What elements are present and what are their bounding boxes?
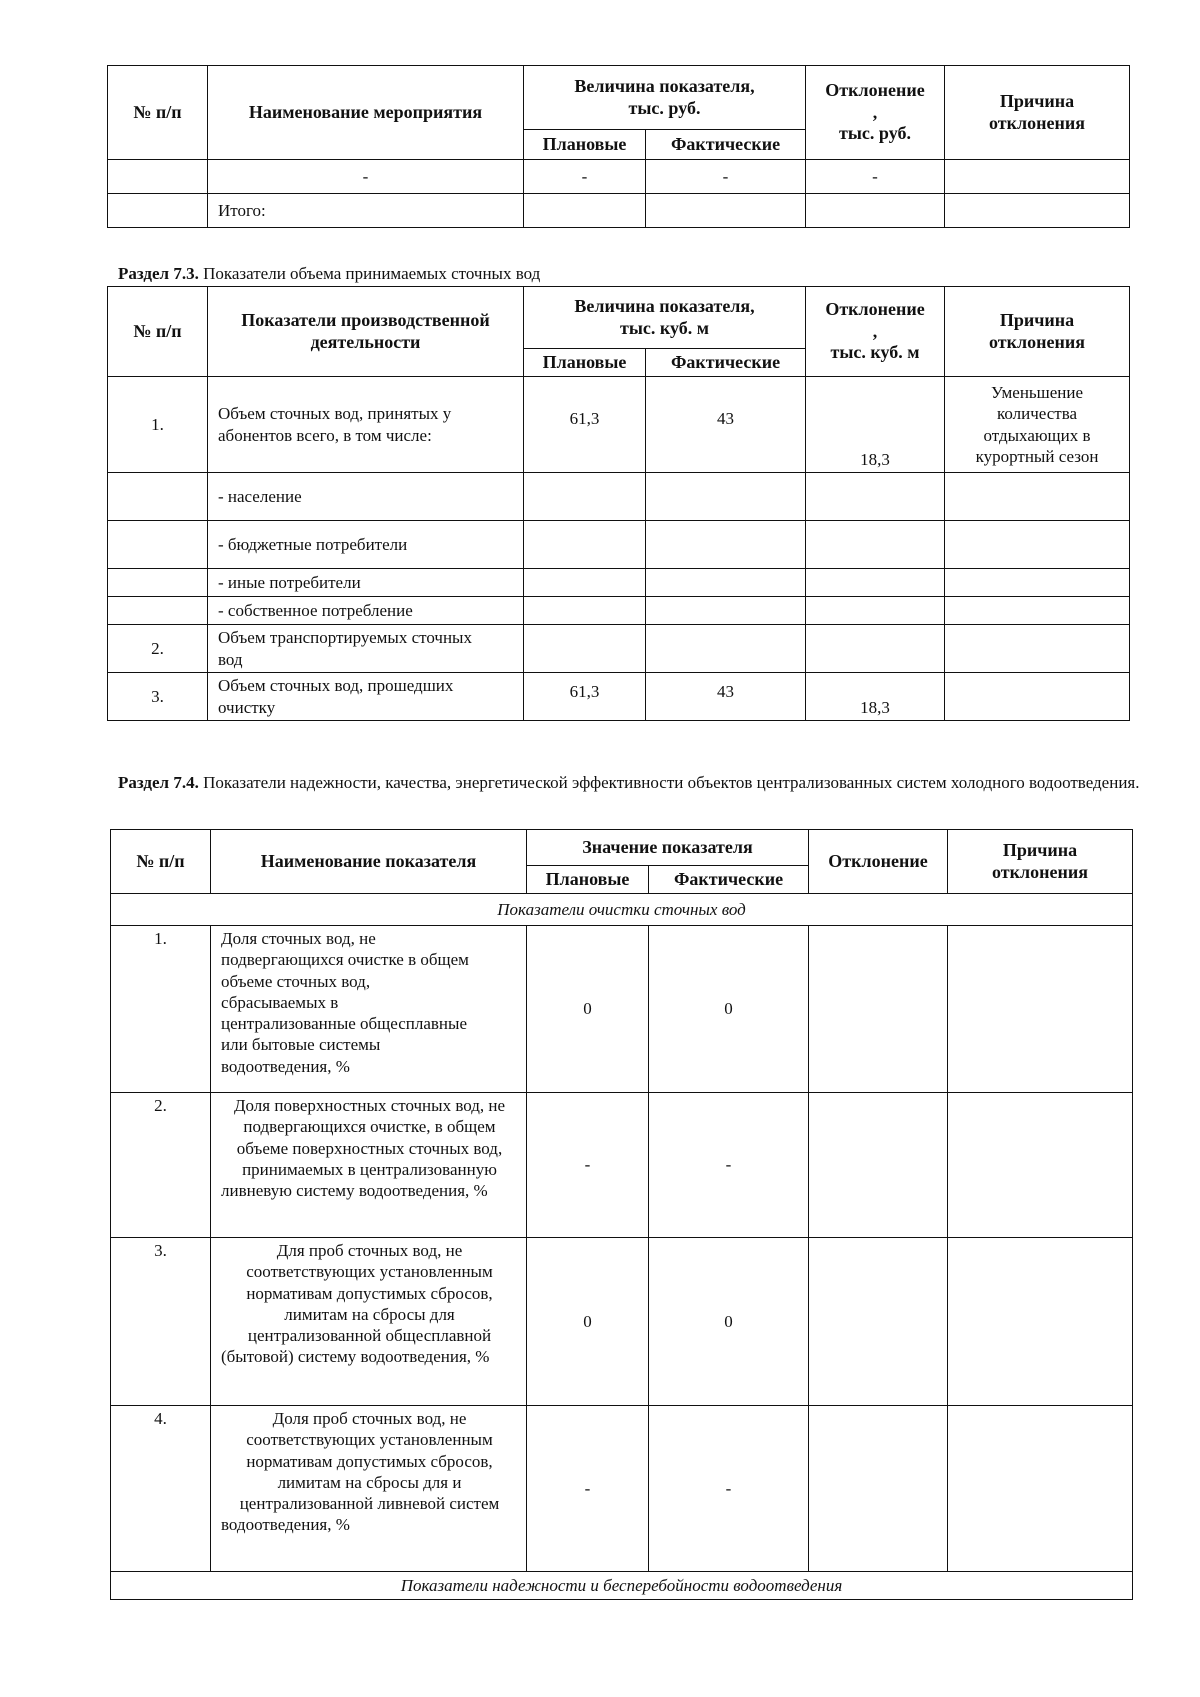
header-num: № п/п — [108, 287, 208, 377]
wastewater-volume-table — [107, 286, 1130, 721]
cell-actual: 0 — [649, 926, 809, 1093]
cell-deviation: - — [806, 160, 945, 194]
cell-name: Для проб сточных вод, не соответствующих установленным нормативам допустимых сбросов, лимитам на сбросы для централизованной общесплавной (бытовой) систему водоотведения, % — [211, 1238, 527, 1406]
header-value: Значение показателя — [527, 830, 809, 866]
cell-name: Объем транспортируемых сточных вод — [208, 625, 524, 673]
header-deviation-line1: Отклонение — [825, 80, 925, 101]
cell-num: 2. — [111, 1093, 211, 1238]
cell-name: - иные потребители — [208, 569, 524, 597]
cell-planned — [524, 597, 646, 625]
cell-num — [108, 160, 208, 194]
section-7-3-prefix: Раздел 7.3. — [118, 264, 199, 283]
cell-name: Объем сточных вод, принятых у абонентов всего, в том числе: — [208, 377, 524, 473]
header-deviation — [806, 66, 945, 160]
cell-reason — [948, 926, 1133, 1093]
header-value: Величина показателя, тыс. куб. м — [524, 287, 806, 349]
cell-deviation — [806, 597, 945, 625]
cell-actual — [646, 625, 806, 673]
cell-planned: - — [527, 1406, 649, 1572]
cell-reason — [945, 625, 1130, 673]
header-planned: Плановые — [524, 130, 646, 160]
cell-reason — [945, 673, 1130, 721]
cell-deviation — [806, 569, 945, 597]
cell-deviation — [809, 1093, 948, 1238]
cell-deviation: 18,3 — [806, 673, 945, 721]
header-num: № п/п — [111, 830, 211, 894]
header-deviation: Отклонение — [809, 830, 948, 894]
cell-actual: 43 — [646, 377, 806, 473]
table-row — [108, 377, 1130, 473]
cell-reason — [945, 597, 1130, 625]
cell-actual — [646, 194, 806, 228]
header-num: № п/п — [108, 66, 208, 160]
cell-deviation — [806, 194, 945, 228]
cell-reason — [945, 160, 1130, 194]
cell-planned: 0 — [527, 926, 649, 1093]
header-name: Наименование мероприятия — [208, 66, 524, 160]
group-row — [111, 1572, 1133, 1600]
cell-deviation: 18,3 — [806, 377, 945, 473]
header-deviation — [806, 287, 945, 377]
section-7-4-title: Показатели надежности, качества, энергетической эффективности объектов централизованных систем холодного водоотведения. — [198, 773, 1140, 792]
cell-num — [108, 569, 208, 597]
cell-num: 3. — [108, 673, 208, 721]
table-row — [108, 160, 1130, 194]
cell-name: Доля сточных вод, не подвергающихся очистке в общем объеме сточных вод, сбрасываемых в централизованные общесплавные или бытовые системы водоотведения, % — [211, 926, 527, 1093]
cell-actual: 43 — [646, 673, 806, 721]
cell-num — [108, 194, 208, 228]
cell-num: 3. — [111, 1238, 211, 1406]
cell-reason — [948, 1093, 1133, 1238]
cell-reason — [945, 521, 1130, 569]
header-planned: Плановые — [524, 349, 646, 377]
cell-planned — [524, 521, 646, 569]
cell-name: - бюджетные потребители — [208, 521, 524, 569]
cell-name: - собственное потребление — [208, 597, 524, 625]
cell-actual: - — [649, 1093, 809, 1238]
cell-num: 1. — [108, 377, 208, 473]
table-row — [111, 1406, 1133, 1572]
header-deviation-line2: , — [872, 320, 878, 341]
cell-planned — [524, 569, 646, 597]
table-row — [108, 625, 1130, 673]
cell-num — [108, 597, 208, 625]
measures-table — [107, 65, 1130, 228]
section-7-4-caption — [118, 772, 1148, 794]
cell-actual — [646, 521, 806, 569]
table-row — [111, 1238, 1133, 1406]
header-planned: Плановые — [527, 866, 649, 894]
cell-name: Объем сточных вод, прошедших очистку — [208, 673, 524, 721]
cell-num: 1. — [111, 926, 211, 1093]
cell-num — [108, 521, 208, 569]
cell-actual — [646, 569, 806, 597]
group-header-treatment: Показатели очистки сточных вод — [111, 894, 1133, 926]
cell-name: Доля проб сточных вод, не соответствующих установленным нормативам допустимых сбросов, лимитам на сбросы для и централизованной ливневой систем водоотведения, % — [211, 1406, 527, 1572]
header-actual: Фактические — [646, 130, 806, 160]
cell-planned: - — [524, 160, 646, 194]
section-7-3-title: Показатели объема принимаемых сточных вод — [198, 264, 541, 283]
header-name: Наименование показателя — [211, 830, 527, 894]
cell-name: - — [208, 160, 524, 194]
cell-num: 2. — [108, 625, 208, 673]
cell-reason — [945, 473, 1130, 521]
cell-actual: 0 — [649, 1238, 809, 1406]
cell-actual: - — [646, 160, 806, 194]
table-row — [108, 194, 1130, 228]
table-row — [108, 521, 1130, 569]
table-row — [108, 569, 1130, 597]
reliability-quality-table — [110, 829, 1133, 1600]
header-name: Показатели производственной деятельности — [208, 287, 524, 377]
header-actual: Фактические — [646, 349, 806, 377]
header-reason: Причина отклонения — [945, 66, 1130, 160]
cell-reason — [948, 1238, 1133, 1406]
section-7-3-caption — [118, 263, 1148, 285]
cell-planned — [524, 473, 646, 521]
cell-name: Доля поверхностных сточных вод, не подвергающихся очистке, в общем объеме поверхностных сточных вод, принимаемых в централизованную ливневую систему водоотведения, % — [211, 1093, 527, 1238]
header-deviation-line1: Отклонение — [825, 299, 925, 320]
cell-planned: 61,3 — [524, 673, 646, 721]
header-value: Величина показателя, тыс. руб. — [524, 66, 806, 130]
cell-name: - население — [208, 473, 524, 521]
table-row — [108, 473, 1130, 521]
cell-actual — [646, 473, 806, 521]
header-reason: Причина отклонения — [945, 287, 1130, 377]
group-row — [111, 894, 1133, 926]
table-row — [108, 597, 1130, 625]
cell-planned: - — [527, 1093, 649, 1238]
cell-deviation — [806, 625, 945, 673]
header-actual: Фактические — [649, 866, 809, 894]
cell-planned — [524, 194, 646, 228]
cell-planned: 61,3 — [524, 377, 646, 473]
header-deviation-line3: тыс. куб. м — [830, 342, 920, 363]
table-row — [111, 1093, 1133, 1238]
table-row — [111, 926, 1133, 1093]
cell-planned: 0 — [527, 1238, 649, 1406]
cell-num: 4. — [111, 1406, 211, 1572]
header-deviation-line3: тыс. руб. — [839, 123, 911, 144]
cell-actual: - — [649, 1406, 809, 1572]
cell-name: Итого: — [208, 194, 524, 228]
cell-deviation — [809, 926, 948, 1093]
cell-deviation — [806, 521, 945, 569]
cell-deviation — [809, 1406, 948, 1572]
cell-reason — [945, 194, 1130, 228]
cell-reason: Уменьшение количества отдыхающих в курортный сезон — [945, 377, 1130, 473]
cell-reason — [945, 569, 1130, 597]
group-header-reliability: Показатели надежности и бесперебойности водоотведения — [111, 1572, 1133, 1600]
cell-deviation — [806, 473, 945, 521]
cell-planned — [524, 625, 646, 673]
cell-reason — [948, 1406, 1133, 1572]
cell-num — [108, 473, 208, 521]
cell-deviation — [809, 1238, 948, 1406]
section-7-4-prefix: Раздел 7.4. — [118, 773, 199, 792]
header-deviation-line2: , — [872, 101, 878, 122]
table-row — [108, 673, 1130, 721]
header-reason: Причина отклонения — [948, 830, 1133, 894]
cell-actual — [646, 597, 806, 625]
